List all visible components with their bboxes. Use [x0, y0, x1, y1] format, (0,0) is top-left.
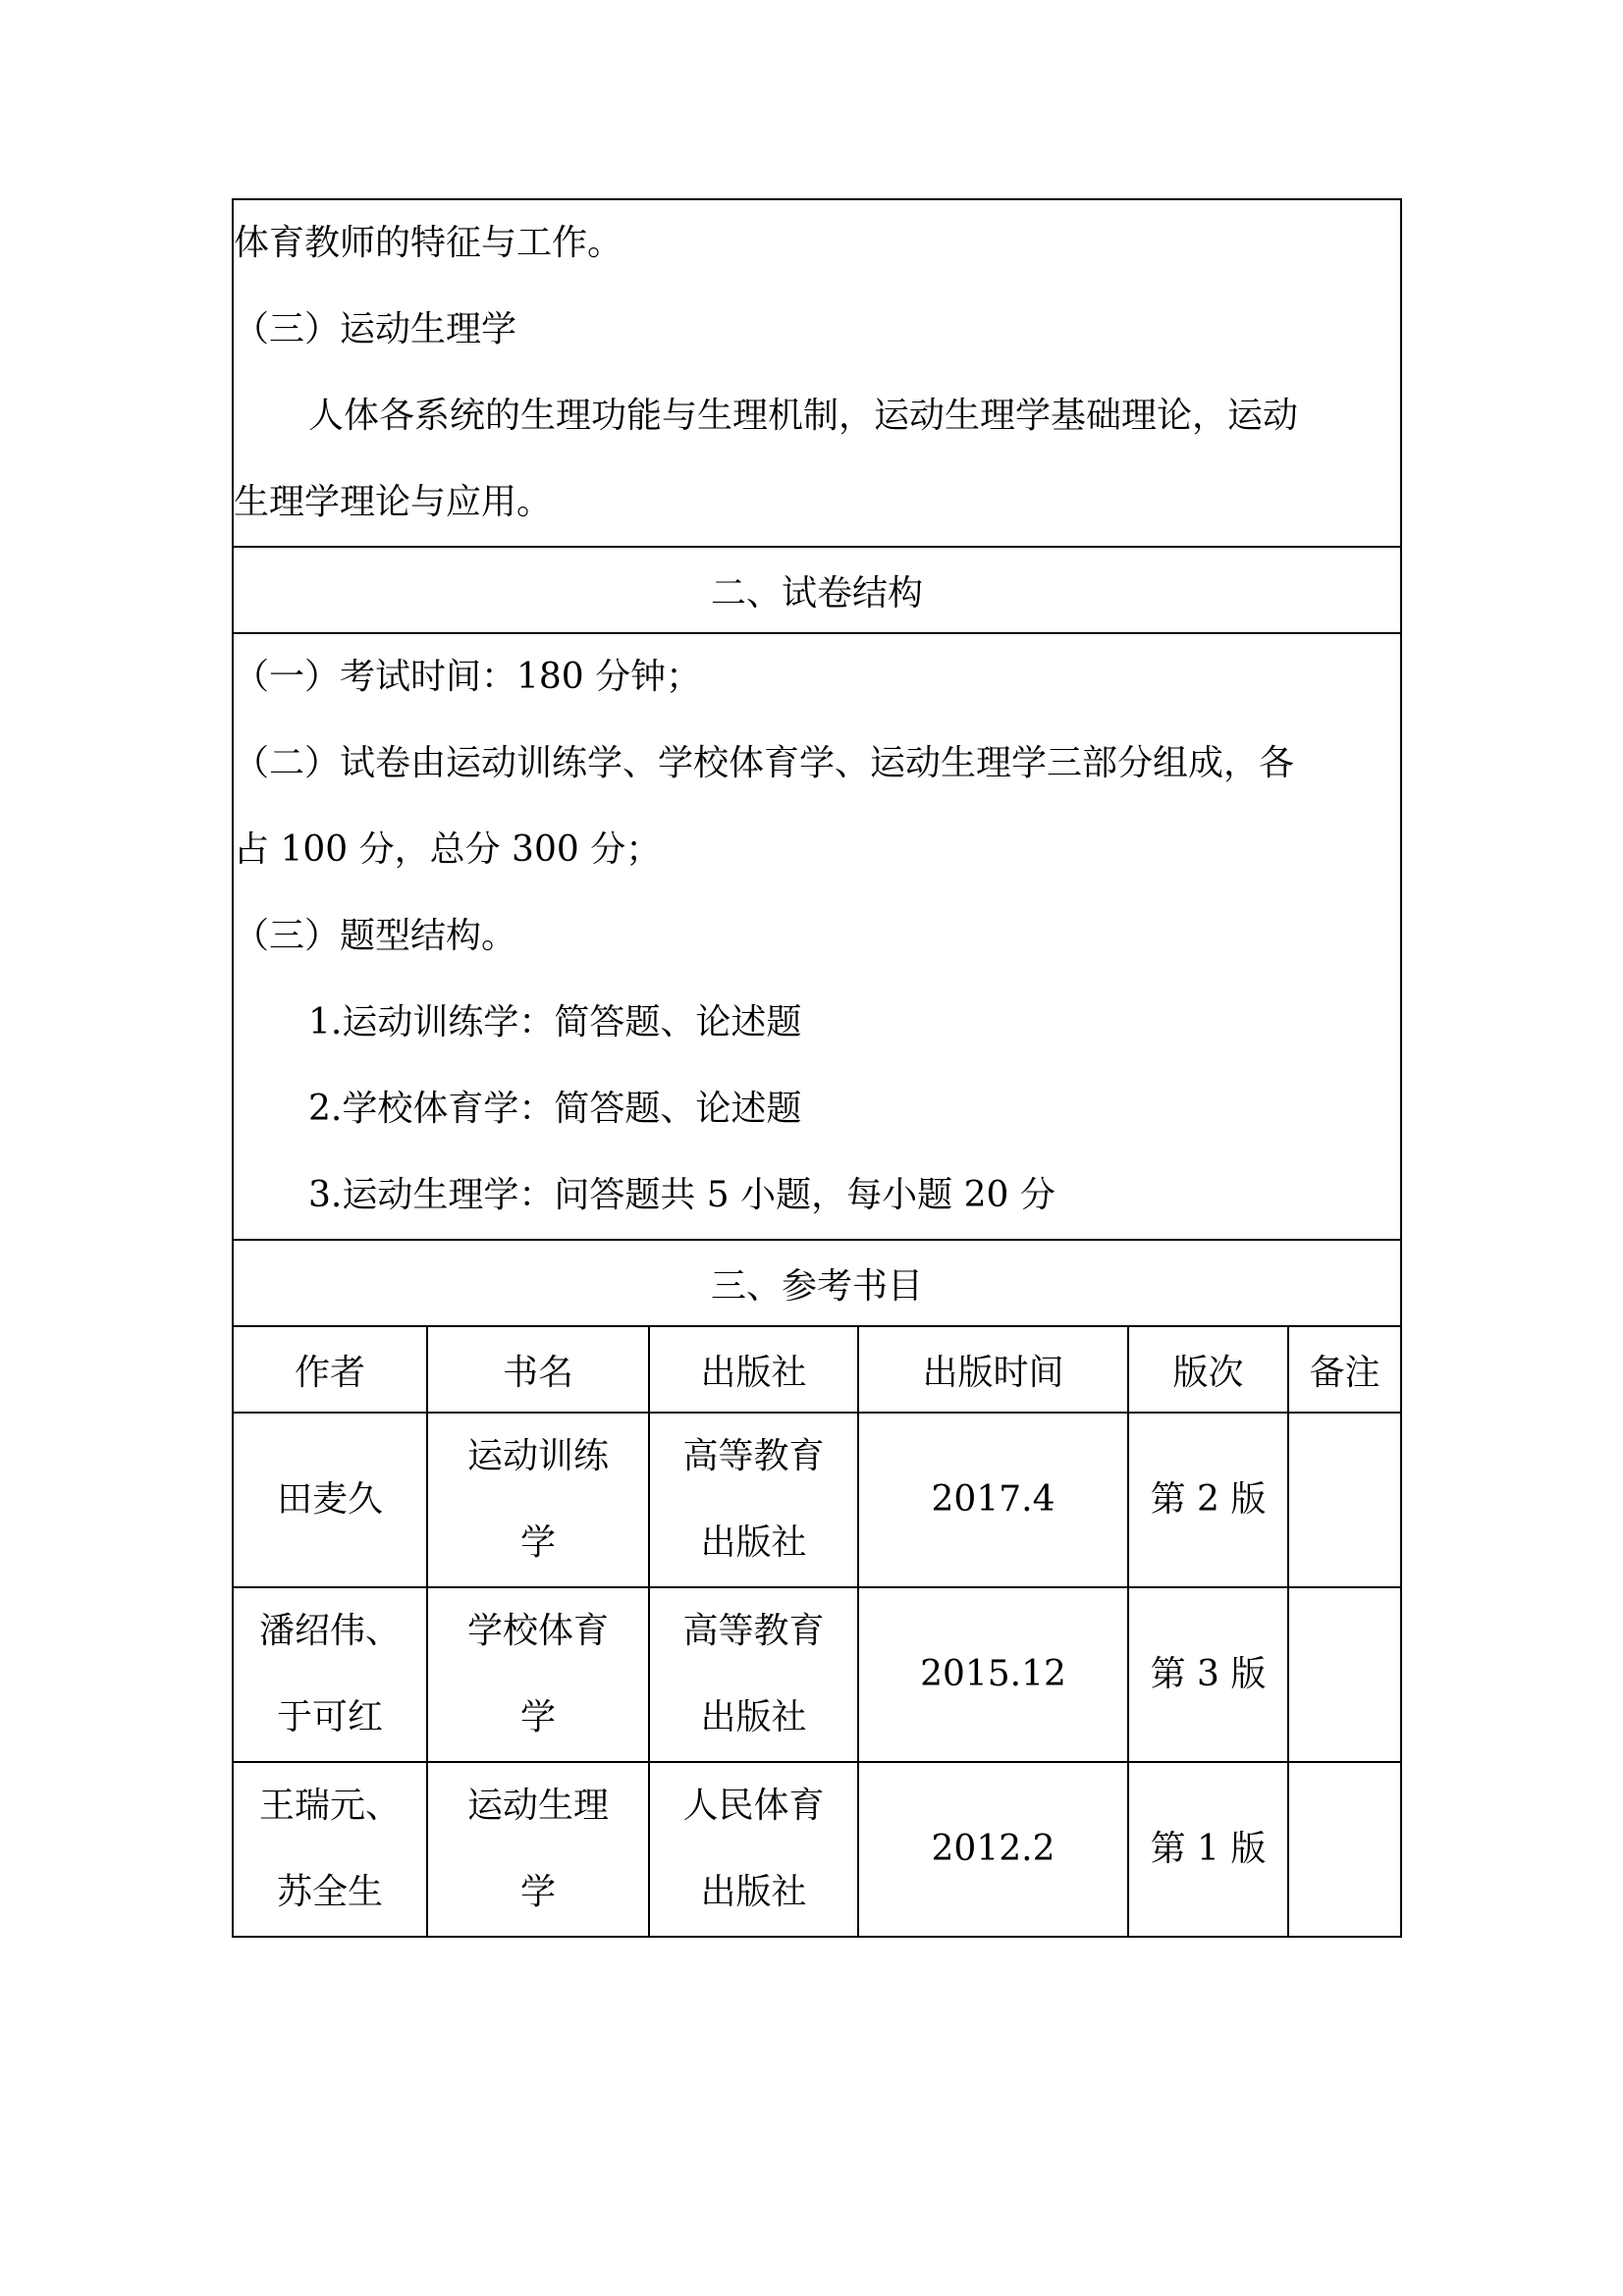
book-title-line: 学	[519, 1522, 556, 1563]
book-title-line: 学	[519, 1872, 556, 1912]
section-title: 三、参考书目	[233, 1240, 1401, 1326]
table-row	[233, 1587, 1401, 1762]
section-heading-row	[233, 547, 1401, 633]
note-cell	[1288, 1587, 1401, 1762]
column-header-note: 备注	[1288, 1326, 1401, 1413]
book-title-line: 学	[519, 1697, 556, 1737]
edition-cell: 第 1 版	[1128, 1762, 1288, 1937]
author-name: 潘绍伟、	[258, 1611, 401, 1651]
publisher-line: 高等教育	[682, 1611, 825, 1651]
author-name: 王瑞元、	[258, 1786, 401, 1826]
date-cell: 2015.12	[858, 1587, 1128, 1762]
publisher-cell	[649, 1587, 858, 1762]
list-item: 3.运动生理学：问答题共 5 小题，每小题 20 分	[308, 1175, 1055, 1215]
book-title-line: 运动生理	[466, 1786, 609, 1826]
column-header-author: 作者	[233, 1326, 427, 1413]
edition-cell: 第 2 版	[1128, 1413, 1288, 1587]
author-name: 于可红	[276, 1697, 383, 1737]
table-row	[233, 1413, 1401, 1587]
book-title-line: 学校体育	[466, 1611, 609, 1651]
author-name: 苏全生	[276, 1872, 383, 1912]
book-cell	[427, 1587, 649, 1762]
text-line: 占 100 分，总分 300 分；	[234, 829, 662, 870]
author-cell	[233, 1762, 427, 1937]
author-cell	[233, 1587, 427, 1762]
section-heading-row	[233, 1240, 1401, 1326]
book-title-line: 运动训练	[466, 1436, 609, 1476]
text-line: 体育教师的特征与工作。	[234, 223, 623, 263]
publisher-line: 出版社	[700, 1697, 807, 1737]
book-cell	[427, 1413, 649, 1587]
text-line: 生理学理论与应用。	[234, 482, 553, 522]
date-cell: 2017.4	[858, 1413, 1128, 1587]
syllabus-table	[232, 198, 1402, 1938]
publisher-line: 出版社	[700, 1872, 807, 1912]
note-cell	[1288, 1413, 1401, 1587]
table-row	[233, 1762, 1401, 1937]
text-line: （三）题型结构。	[234, 916, 517, 956]
exam-structure-section	[233, 633, 1401, 1240]
exam-syllabus-page	[232, 198, 1400, 1938]
author-name: 田麦久	[276, 1479, 383, 1520]
note-cell	[1288, 1762, 1401, 1937]
subsection-heading: （三）运动生理学	[234, 309, 517, 349]
publisher-line: 高等教育	[682, 1436, 825, 1476]
section-title: 二、试卷结构	[233, 547, 1401, 633]
text-line: 人体各系统的生理功能与生理机制，运动生理学基础理论，运动	[308, 396, 1299, 436]
text-line: （一）考试时间：180 分钟；	[234, 657, 702, 697]
table-header-row	[233, 1326, 1401, 1413]
publisher-cell	[649, 1413, 858, 1587]
edition-cell: 第 3 版	[1128, 1587, 1288, 1762]
column-header-book: 书名	[427, 1326, 649, 1413]
author-cell	[233, 1413, 427, 1587]
column-header-publisher: 出版社	[649, 1326, 858, 1413]
content-section-top	[233, 199, 1401, 547]
text-line: （二）试卷由运动训练学、学校体育学、运动生理学三部分组成，各	[234, 743, 1295, 783]
column-header-edition: 版次	[1128, 1326, 1288, 1413]
column-header-date: 出版时间	[858, 1326, 1128, 1413]
list-item: 2.学校体育学：简答题、论述题	[308, 1089, 802, 1129]
book-cell	[427, 1762, 649, 1937]
publisher-cell	[649, 1762, 858, 1937]
publisher-line: 人民体育	[682, 1786, 825, 1826]
date-cell: 2012.2	[858, 1762, 1128, 1937]
publisher-line: 出版社	[700, 1522, 807, 1563]
list-item: 1.运动训练学：简答题、论述题	[308, 1002, 802, 1042]
